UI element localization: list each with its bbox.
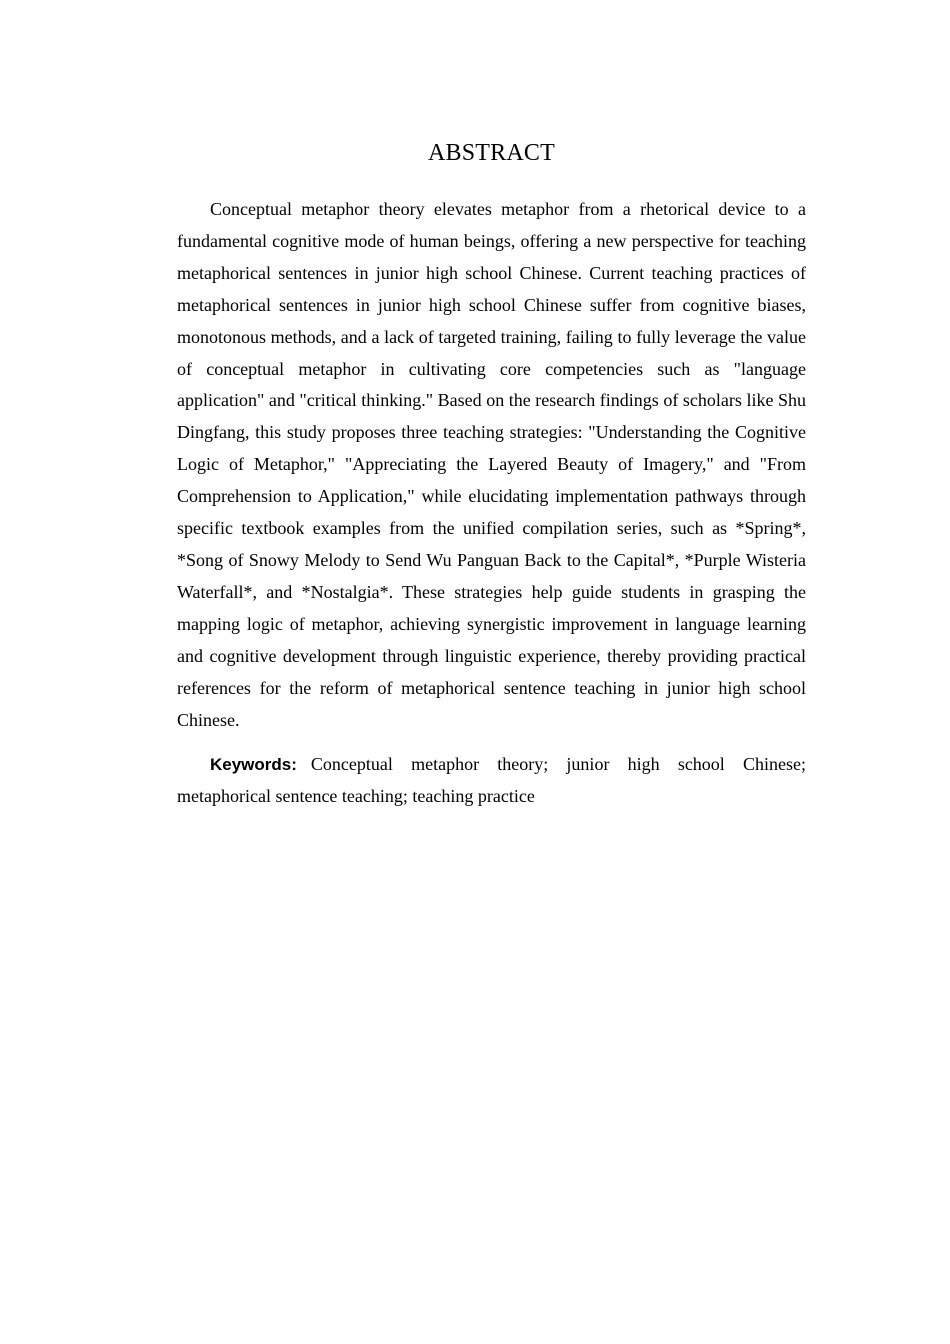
abstract-section bbox=[177, 136, 806, 813]
keywords-label: Keywords: bbox=[210, 755, 297, 775]
keywords-text: Conceptual metaphor theory; junior high school Chinese; metaphorical sentence teaching; teaching practice bbox=[177, 754, 806, 807]
keywords-paragraph bbox=[177, 749, 806, 813]
abstract-title: ABSTRACT bbox=[428, 140, 555, 166]
abstract-paragraph: Conceptual metaphor theory elevates metaphor from a rhetorical device to a fundamental cognitive mode of human beings, offering a new perspective for teaching metaphorical sentences in junior high school Chinese. Current teaching practices of metaphorical sentences in junior high school Chinese suffer from cognitive biases, monotonous methods, and a lack of targeted training, failing to fully leverage the value of conceptual metaphor in cultivating core competencies such as "language application" and "critical thinking." Based on the research findings of scholars like Shu Dingfang, this study proposes three teaching strategies: "Understanding the Cognitive Logic of Metaphor," "Appreciating the Layered Beauty of Imagery," and "From Comprehension to Application," while elucidating implementation pathways through specific textbook examples from the unified compilation series, such as *Spring*, *Song of Snowy Melody to Send Wu Panguan Back to the Capital*, *Purple Wisteria Waterfall*, and *Nostalgia*. These strategies help guide students in grasping the mapping logic of metaphor, achieving synergistic improvement in language learning and cognitive development through linguistic experience, thereby providing practical references for the reform of metaphorical sentence teaching in junior high school Chinese. bbox=[177, 199, 806, 730]
